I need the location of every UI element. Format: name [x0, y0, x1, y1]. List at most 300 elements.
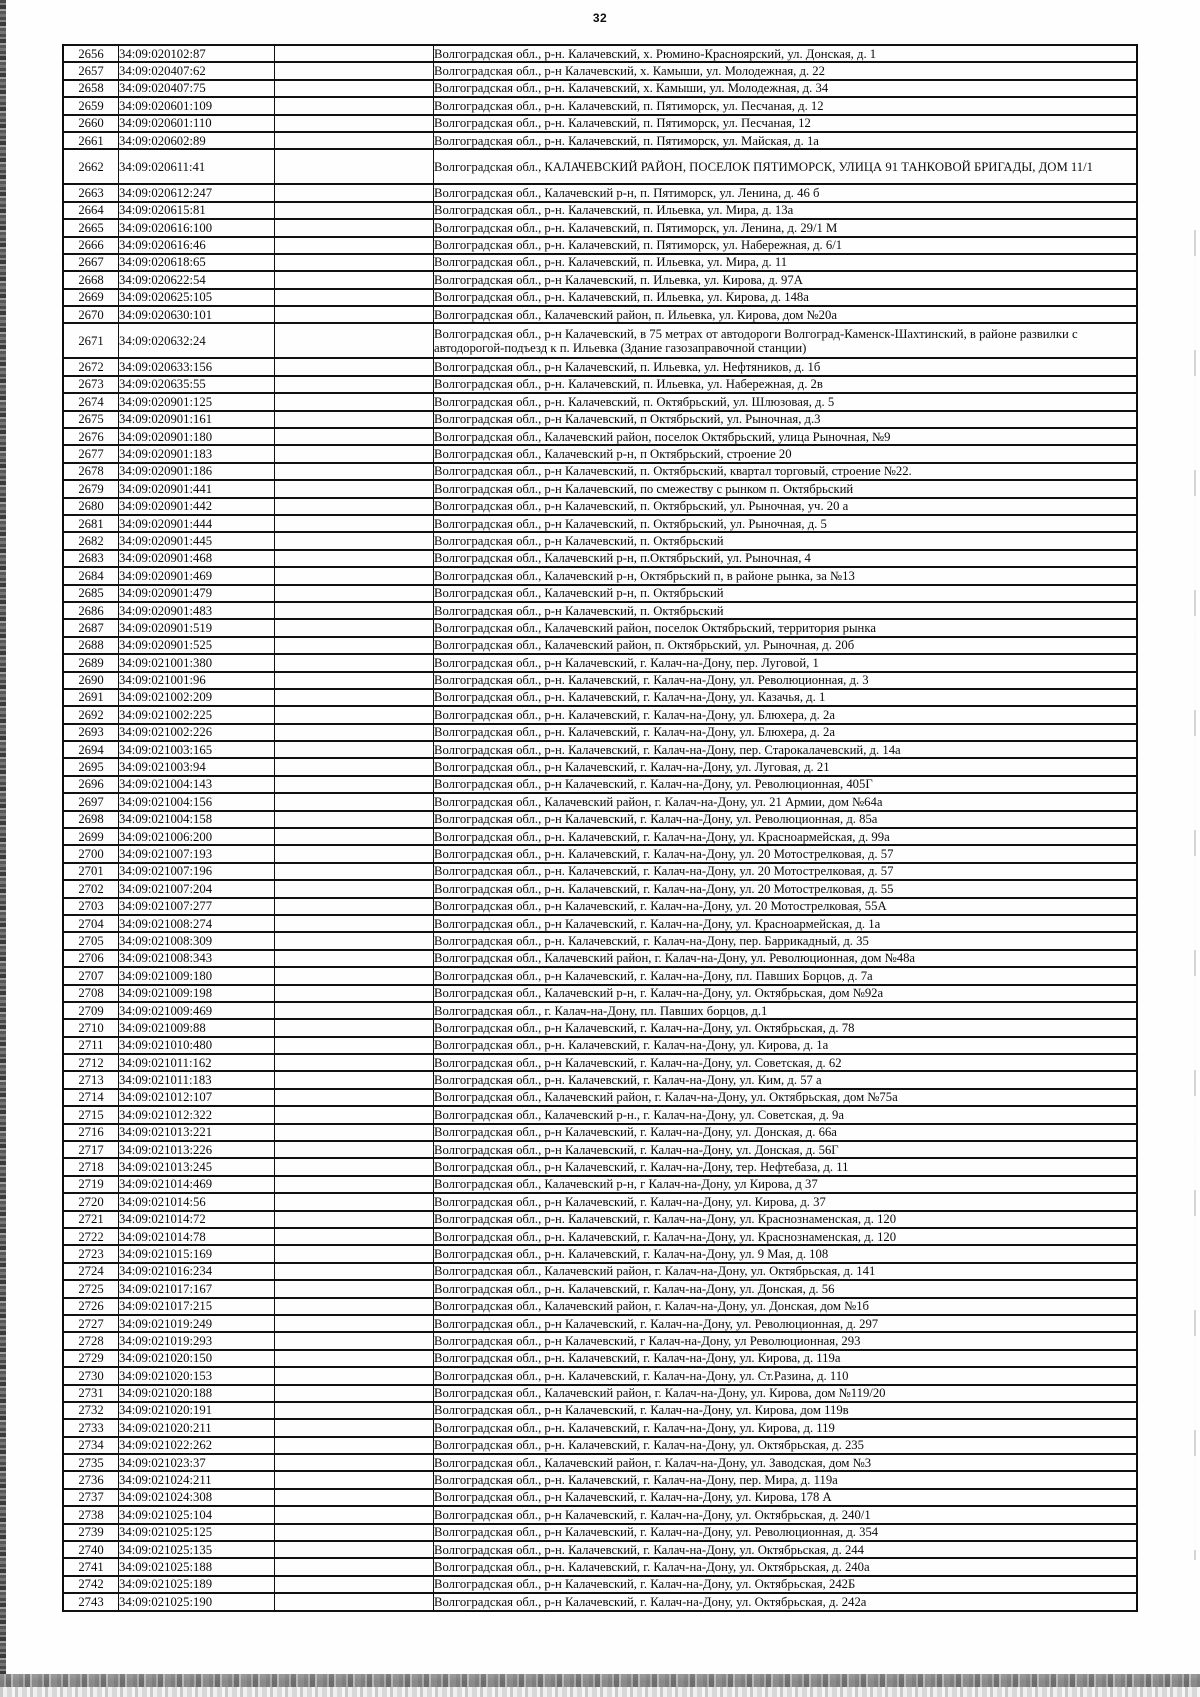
table-row — [63, 1228, 1137, 1245]
row-number-cell: 2742 — [63, 1576, 119, 1593]
row-number-cell: 2677 — [63, 445, 119, 462]
address-cell: Волгоградская обл., р-н Калачевский, г. Калач-на-Дону, ул. Революционная, д. 354 — [434, 1524, 1138, 1541]
address-cell: Волгоградская обл., р-н. Калачевский, г. Калач-на-Дону, ул. Донская, д. 56 — [434, 1280, 1138, 1297]
empty-cell — [275, 672, 434, 689]
empty-cell — [275, 515, 434, 532]
table-row — [63, 411, 1137, 428]
row-number-cell: 2713 — [63, 1071, 119, 1088]
row-number-cell: 2736 — [63, 1471, 119, 1488]
empty-cell — [275, 1298, 434, 1315]
table-row — [63, 1454, 1137, 1471]
cadastral-number-cell: 34:09:021024:211 — [119, 1471, 275, 1488]
cadastral-number-cell: 34:09:021008:343 — [119, 950, 275, 967]
address-cell: Волгоградская обл., р-н Калачевский, г. Калач-на-Дону, ул. Октябрьская, 242Б — [434, 1576, 1138, 1593]
empty-cell — [275, 254, 434, 271]
row-number-cell: 2672 — [63, 358, 119, 375]
table-row — [63, 950, 1137, 967]
address-cell: Волгоградская обл., р-н Калачевский, г. Калач-на-Дону, ул. Октябрьская, д. 78 — [434, 1019, 1138, 1036]
cadastral-number-cell: 34:09:021015:169 — [119, 1245, 275, 1262]
table-row — [63, 880, 1137, 897]
empty-cell — [275, 706, 434, 723]
table-row — [63, 1002, 1137, 1019]
empty-cell — [275, 637, 434, 654]
table-row — [63, 654, 1137, 671]
empty-cell — [275, 445, 434, 462]
table-row — [63, 149, 1137, 184]
cadastral-number-cell: 34:09:021019:249 — [119, 1315, 275, 1332]
address-cell: Волгоградская обл., р-н. Калачевский, п. Пятиморск, ул. Песчаная, д. 12 — [434, 97, 1138, 114]
table-row — [63, 1158, 1137, 1175]
table-row — [63, 1037, 1137, 1054]
row-number-cell: 2697 — [63, 793, 119, 810]
empty-cell — [275, 550, 434, 567]
cadastral-number-cell: 34:09:021003:94 — [119, 758, 275, 775]
address-cell: Волгоградская обл., р-н. Калачевский, г. Калач-на-Дону, ул. 20 Мотострелковая, д. 57 — [434, 863, 1138, 880]
row-number-cell: 2699 — [63, 828, 119, 845]
table-row — [63, 967, 1137, 984]
table-row — [63, 932, 1137, 949]
row-number-cell: 2705 — [63, 932, 119, 949]
empty-cell — [275, 411, 434, 428]
row-number-cell: 2683 — [63, 550, 119, 567]
empty-cell — [275, 950, 434, 967]
empty-cell — [275, 689, 434, 706]
cadastral-number-cell: 34:09:021022:262 — [119, 1437, 275, 1454]
row-number-cell: 2696 — [63, 776, 119, 793]
row-number-cell: 2709 — [63, 1002, 119, 1019]
empty-cell — [275, 985, 434, 1002]
cadastral-number-cell: 34:09:021004:143 — [119, 776, 275, 793]
row-number-cell: 2726 — [63, 1298, 119, 1315]
address-cell: Волгоградская обл., Калачевский район, г. Калач-на-Дону, ул. Революционная, дом №48а — [434, 950, 1138, 967]
cadastral-number-cell: 34:09:021007:277 — [119, 898, 275, 915]
row-number-cell: 2694 — [63, 741, 119, 758]
empty-cell — [275, 1158, 434, 1175]
empty-cell — [275, 306, 434, 323]
row-number-cell: 2732 — [63, 1402, 119, 1419]
address-cell: Волгоградская обл., р-н. Калачевский, г. Калач-на-Дону, ул. 20 Мотострелковая, д. 55 — [434, 880, 1138, 897]
cadastral-number-cell: 34:09:021014:56 — [119, 1193, 275, 1210]
address-cell: Волгоградская обл., р-н. Калачевский, п. Октябрьский, ул. Шлюзовая, д. 5 — [434, 393, 1138, 410]
address-cell: Волгоградская обл., р-н. Калачевский, п. Пятиморск, ул. Набережная, д. 6/1 — [434, 237, 1138, 254]
address-cell: Волгоградская обл., Калачевский район, г. Калач-на-Дону, ул. Кирова, дом №119/20 — [434, 1385, 1138, 1402]
row-number-cell: 2729 — [63, 1350, 119, 1367]
cadastral-number-cell: 34:09:020635:55 — [119, 376, 275, 393]
cadastral-number-cell: 34:09:020632:24 — [119, 323, 275, 358]
address-cell: Волгоградская обл., р-н. Калачевский, п. Пятиморск, ул. Ленина, д. 29/1 М — [434, 219, 1138, 236]
table-row — [63, 1489, 1137, 1506]
row-number-cell: 2660 — [63, 115, 119, 132]
address-cell: Волгоградская обл., р-н Калачевский, г. Калач-на-Дону, ул. Советская, д. 62 — [434, 1054, 1138, 1071]
row-number-cell: 2659 — [63, 97, 119, 114]
address-cell: Волгоградская обл., Калачевский р-н, п.Октябрьский, ул. Рыночная, 4 — [434, 550, 1138, 567]
table-row — [63, 550, 1137, 567]
cadastral-number-cell: 34:09:021011:162 — [119, 1054, 275, 1071]
address-cell: Волгоградская обл., р-н Калачевский, г. Калач-на-Дону, ул. Революционная, 405Г — [434, 776, 1138, 793]
empty-cell — [275, 1280, 434, 1297]
table-row — [63, 1332, 1137, 1349]
row-number-cell: 2738 — [63, 1506, 119, 1523]
empty-cell — [275, 1089, 434, 1106]
cadastral-number-cell: 34:09:021025:135 — [119, 1541, 275, 1558]
address-cell: Волгоградская обл., Калачевский район, поселок Октябрьский, улица Рыночная, №9 — [434, 428, 1138, 445]
empty-cell — [275, 1245, 434, 1262]
empty-cell — [275, 932, 434, 949]
row-number-cell: 2691 — [63, 689, 119, 706]
cadastral-number-cell: 34:09:021007:204 — [119, 880, 275, 897]
address-cell: Волгоградская обл., р-н Калачевский, п. Октябрьский, ул. Рыночная, д. 5 — [434, 515, 1138, 532]
page-number: 32 — [592, 11, 608, 25]
row-number-cell: 2692 — [63, 706, 119, 723]
table-row — [63, 184, 1137, 201]
address-cell: Волгоградская обл., Калачевский р-н, г Калач-на-Дону, ул Кирова, д 37 — [434, 1176, 1138, 1193]
row-number-cell: 2682 — [63, 532, 119, 549]
cadastral-number-cell: 34:09:020612:247 — [119, 184, 275, 201]
row-number-cell: 2678 — [63, 463, 119, 480]
row-number-cell: 2719 — [63, 1176, 119, 1193]
address-cell: Волгоградская обл., р-н. Калачевский, г. Калач-на-Дону, ул. Революционная, д. 3 — [434, 672, 1138, 689]
empty-cell — [275, 376, 434, 393]
table-row — [63, 480, 1137, 497]
cadastral-number-cell: 34:09:020901:468 — [119, 550, 275, 567]
row-number-cell: 2727 — [63, 1315, 119, 1332]
row-number-cell: 2702 — [63, 880, 119, 897]
empty-cell — [275, 967, 434, 984]
address-cell: Волгоградская обл., Калачевский р-н, п Октябрьский, строение 20 — [434, 445, 1138, 462]
address-cell: Волгоградская обл., Калачевский р-н, г. Калач-на-Дону, ул. Октябрьская, дом №92а — [434, 985, 1138, 1002]
row-number-cell: 2741 — [63, 1558, 119, 1575]
row-number-cell: 2665 — [63, 219, 119, 236]
address-cell: Волгоградская обл., р-н. Калачевский, г. Калач-на-Дону, ул. Октябрьская, д. 244 — [434, 1541, 1138, 1558]
cadastral-number-cell: 34:09:020630:101 — [119, 306, 275, 323]
cadastral-number-cell: 34:09:021009:88 — [119, 1019, 275, 1036]
address-cell: Волгоградская обл., Калачевский район, поселок Октябрьский, территория рынка — [434, 619, 1138, 636]
table-row — [63, 1071, 1137, 1088]
table-row — [63, 758, 1137, 775]
row-number-cell: 2712 — [63, 1054, 119, 1071]
table-row — [63, 323, 1137, 358]
row-number-cell: 2661 — [63, 132, 119, 149]
table-row — [63, 428, 1137, 445]
address-cell: Волгоградская обл., Калачевский район, п. Октябрьский, ул. Рыночная, д. 20б — [434, 637, 1138, 654]
row-number-cell: 2721 — [63, 1211, 119, 1228]
cadastral-number-cell: 34:09:020611:41 — [119, 149, 275, 184]
row-number-cell: 2674 — [63, 393, 119, 410]
empty-cell — [275, 1367, 434, 1384]
table-row — [63, 1211, 1137, 1228]
empty-cell — [275, 567, 434, 584]
row-number-cell: 2680 — [63, 498, 119, 515]
cadastral-number-cell: 34:09:020616:46 — [119, 237, 275, 254]
cadastral-number-cell: 34:09:021008:274 — [119, 915, 275, 932]
table-row — [63, 1576, 1137, 1593]
address-cell: Волгоградская обл., р-н Калачевский, п. Ильевка, ул. Нефтяников, д. 1б — [434, 358, 1138, 375]
empty-cell — [275, 1419, 434, 1436]
address-cell: Волгоградская обл., р-н. Калачевский, х. Рюмино-Красноярский, ул. Донская, д. 1 — [434, 45, 1138, 62]
address-cell: Волгоградская обл., р-н Калачевский, г. Калач-на-Дону, ул. Кирова, дом 119в — [434, 1402, 1138, 1419]
table-row — [63, 1558, 1137, 1575]
table-row — [63, 80, 1137, 97]
address-cell: Волгоградская обл., р-н. Калачевский, п. Пятиморск, ул. Песчаная, 12 — [434, 115, 1138, 132]
table-row — [63, 1524, 1137, 1541]
table-row — [63, 898, 1137, 915]
address-cell: Волгоградская обл., Калачевский р-н, Октябрьский п, в районе рынка, за №13 — [434, 567, 1138, 584]
cadastral-number-cell: 34:09:021003:165 — [119, 741, 275, 758]
empty-cell — [275, 1350, 434, 1367]
cadastral-number-cell: 34:09:021025:190 — [119, 1593, 275, 1610]
table-row — [63, 1263, 1137, 1280]
table-row — [63, 498, 1137, 515]
empty-cell — [275, 845, 434, 862]
empty-cell — [275, 358, 434, 375]
address-cell: Волгоградская обл., р-н. Калачевский, п. Пятиморск, ул. Майская, д. 1а — [434, 132, 1138, 149]
empty-cell — [275, 149, 434, 184]
address-cell: Волгоградская обл., р-н Калачевский, п. Октябрьский, ул. Рыночная, уч. 20 а — [434, 498, 1138, 515]
table-row — [63, 237, 1137, 254]
cadastral-number-cell: 34:09:020625:105 — [119, 289, 275, 306]
table-row — [63, 132, 1137, 149]
row-number-cell: 2730 — [63, 1367, 119, 1384]
table-row — [63, 741, 1137, 758]
cadastral-number-cell: 34:09:021024:308 — [119, 1489, 275, 1506]
cadastral-number-cell: 34:09:020901:469 — [119, 567, 275, 584]
table-row — [63, 724, 1137, 741]
empty-cell — [275, 1454, 434, 1471]
table-row — [63, 1506, 1137, 1523]
cadastral-number-cell: 34:09:021016:234 — [119, 1263, 275, 1280]
cadastral-number-cell: 34:09:021014:469 — [119, 1176, 275, 1193]
row-number-cell: 2728 — [63, 1332, 119, 1349]
cadastral-number-cell: 34:09:021009:180 — [119, 967, 275, 984]
address-cell: Волгоградская обл., р-н Калачевский, г Калач-на-Дону, ул Революционная, 293 — [434, 1332, 1138, 1349]
cadastral-number-cell: 34:09:020901:519 — [119, 619, 275, 636]
empty-cell — [275, 915, 434, 932]
empty-cell — [275, 532, 434, 549]
address-cell: Волгоградская обл., Калачевский р-н, п. Октябрьский — [434, 585, 1138, 602]
empty-cell — [275, 1002, 434, 1019]
row-number-cell: 2675 — [63, 411, 119, 428]
address-cell: Волгоградская обл., КАЛАЧЕВСКИЙ РАЙОН, ПОСЕЛОК ПЯТИМОРСК, УЛИЦА 91 ТАНКОВОЙ БРИГАДЫ, ДОМ 11/1 — [434, 149, 1138, 184]
address-cell: Волгоградская обл., р-н Калачевский, г. Калач-на-Дону, ул. Кирова, д. 37 — [434, 1193, 1138, 1210]
row-number-cell: 2722 — [63, 1228, 119, 1245]
table-body — [63, 45, 1137, 1611]
row-number-cell: 2700 — [63, 845, 119, 862]
cadastral-number-cell: 34:09:020901:525 — [119, 637, 275, 654]
table-row — [63, 776, 1137, 793]
empty-cell — [275, 1332, 434, 1349]
address-cell: Волгоградская обл., р-н Калачевский, х. Камыши, ул. Молодежная, д. 22 — [434, 62, 1138, 79]
table-row — [63, 1019, 1137, 1036]
row-number-cell: 2714 — [63, 1089, 119, 1106]
table-row — [63, 602, 1137, 619]
empty-cell — [275, 1402, 434, 1419]
address-cell: Волгоградская обл., р-н Калачевский, г. Калач-на-Дону, ул. Октябрьская, д. 240/1 — [434, 1506, 1138, 1523]
cadastral-number-cell: 34:09:021020:150 — [119, 1350, 275, 1367]
empty-cell — [275, 724, 434, 741]
row-number-cell: 2707 — [63, 967, 119, 984]
row-number-cell: 2737 — [63, 1489, 119, 1506]
cadastral-number-cell: 34:09:020616:100 — [119, 219, 275, 236]
cadastral-number-cell: 34:09:020407:75 — [119, 80, 275, 97]
address-cell: Волгоградская обл., р-н Калачевский, г. Калач-на-Дону, ул. Кирова, 178 А — [434, 1489, 1138, 1506]
row-number-cell: 2684 — [63, 567, 119, 584]
empty-cell — [275, 1315, 434, 1332]
empty-cell — [275, 758, 434, 775]
table-row — [63, 1471, 1137, 1488]
table-row — [63, 811, 1137, 828]
cadastral-number-cell: 34:09:020901:180 — [119, 428, 275, 445]
table-row — [63, 306, 1137, 323]
row-number-cell: 2658 — [63, 80, 119, 97]
cadastral-number-cell: 34:09:021009:469 — [119, 1002, 275, 1019]
cadastral-number-cell: 34:09:020601:110 — [119, 115, 275, 132]
empty-cell — [275, 619, 434, 636]
address-cell: Волгоградская обл., р-н Калачевский, г. Калач-на-Дону, ул. 20 Мотострелковая, 55А — [434, 898, 1138, 915]
row-number-cell: 2656 — [63, 45, 119, 62]
row-number-cell: 2735 — [63, 1454, 119, 1471]
empty-cell — [275, 776, 434, 793]
cadastral-number-cell: 34:09:021004:156 — [119, 793, 275, 810]
row-number-cell: 2673 — [63, 376, 119, 393]
cadastral-number-cell: 34:09:020901:183 — [119, 445, 275, 462]
table-row — [63, 706, 1137, 723]
empty-cell — [275, 1106, 434, 1123]
address-cell: Волгоградская обл., Калачевский район, г. Калач-на-Дону, ул. 21 Армии, дом №64а — [434, 793, 1138, 810]
table-row — [63, 1106, 1137, 1123]
row-number-cell: 2703 — [63, 898, 119, 915]
empty-cell — [275, 428, 434, 445]
address-cell: Волгоградская обл., г. Калач-на-Дону, пл. Павших борцов, д.1 — [434, 1002, 1138, 1019]
scan-bottom-noise — [0, 1674, 1200, 1687]
empty-cell — [275, 184, 434, 201]
table-row — [63, 271, 1137, 288]
address-cell: Волгоградская обл., р-н. Калачевский, г. Калач-на-Дону, пер. Мира, д. 119а — [434, 1471, 1138, 1488]
cadastral-number-cell: 34:09:021001:380 — [119, 654, 275, 671]
address-cell: Волгоградская обл., р-н. Калачевский, п. Ильевка, ул. Кирова, д. 148а — [434, 289, 1138, 306]
empty-cell — [275, 1489, 434, 1506]
cadastral-number-cell: 34:09:020622:54 — [119, 271, 275, 288]
table-row — [63, 1419, 1137, 1436]
empty-cell — [275, 1506, 434, 1523]
table-row — [63, 62, 1137, 79]
table-row — [63, 1593, 1137, 1610]
cadastral-number-cell: 34:09:021013:221 — [119, 1124, 275, 1141]
address-cell: Волгоградская обл., р-н Калачевский, п. Октябрьский, квартал торговый, строение №22. — [434, 463, 1138, 480]
address-cell: Волгоградская обл., р-н. Калачевский, п. Ильевка, ул. Набережная, д. 2в — [434, 376, 1138, 393]
cadastral-number-cell: 34:09:021020:191 — [119, 1402, 275, 1419]
row-number-cell: 2718 — [63, 1158, 119, 1175]
row-number-cell: 2725 — [63, 1280, 119, 1297]
empty-cell — [275, 793, 434, 810]
address-cell: Волгоградская обл., р-н. Калачевский, г. Калач-на-Дону, ул. Кирова, д. 1а — [434, 1037, 1138, 1054]
row-number-cell: 2666 — [63, 237, 119, 254]
cadastral-number-cell: 34:09:021001:96 — [119, 672, 275, 689]
table-row — [63, 463, 1137, 480]
address-cell: Волгоградская обл., р-н. Калачевский, г. Калач-на-Дону, ул. Кирова, д. 119 — [434, 1419, 1138, 1436]
row-number-cell: 2671 — [63, 323, 119, 358]
address-cell: Волгоградская обл., р-н Калачевский, п. Октябрьский — [434, 602, 1138, 619]
empty-cell — [275, 289, 434, 306]
table-row — [63, 219, 1137, 236]
address-cell: Волгоградская обл., Калачевский район, п. Ильевка, ул. Кирова, дом №20а — [434, 306, 1138, 323]
cadastral-number-cell: 34:09:021010:480 — [119, 1037, 275, 1054]
empty-cell — [275, 1263, 434, 1280]
table-row — [63, 845, 1137, 862]
empty-cell — [275, 1471, 434, 1488]
table-row — [63, 1089, 1137, 1106]
empty-cell — [275, 1071, 434, 1088]
address-cell: Волгоградская обл., р-н Калачевский, г. Калач-на-Дону, ул. Донская, д. 66а — [434, 1124, 1138, 1141]
address-cell: Волгоградская обл., р-н Калачевский, п. Ильевка, ул. Кирова, д. 97А — [434, 271, 1138, 288]
address-cell: Волгоградская обл., р-н. Калачевский, г. Калач-на-Дону, пер. Старокалачевский, д. 14а — [434, 741, 1138, 758]
table-row — [63, 1280, 1137, 1297]
empty-cell — [275, 115, 434, 132]
table-row — [63, 115, 1137, 132]
cadastral-number-cell: 34:09:021012:107 — [119, 1089, 275, 1106]
empty-cell — [275, 132, 434, 149]
table-row — [63, 585, 1137, 602]
address-cell: Волгоградская обл., Калачевский р-н, п. Пятиморск, ул. Ленина, д. 46 б — [434, 184, 1138, 201]
row-number-cell: 2668 — [63, 271, 119, 288]
cadastral-number-cell: 34:09:020901:441 — [119, 480, 275, 497]
row-number-cell: 2698 — [63, 811, 119, 828]
row-number-cell: 2688 — [63, 637, 119, 654]
row-number-cell: 2739 — [63, 1524, 119, 1541]
cadastral-number-cell: 34:09:020633:156 — [119, 358, 275, 375]
empty-cell — [275, 480, 434, 497]
address-cell: Волгоградская обл., р-н Калачевский, по смежеству с рынком п. Октябрьский — [434, 480, 1138, 497]
cadastral-number-cell: 34:09:021014:72 — [119, 1211, 275, 1228]
table-row — [63, 1176, 1137, 1193]
row-number-cell: 2743 — [63, 1593, 119, 1610]
row-number-cell: 2690 — [63, 672, 119, 689]
empty-cell — [275, 237, 434, 254]
address-cell: Волгоградская обл., р-н. Калачевский, г. Калач-на-Дону, ул. Ст.Разина, д. 110 — [434, 1367, 1138, 1384]
empty-cell — [275, 828, 434, 845]
scan-left-edge-noise — [0, 0, 6, 1681]
cadastral-number-cell: 34:09:021006:200 — [119, 828, 275, 845]
table-row — [63, 637, 1137, 654]
cadastral-number-cell: 34:09:021013:245 — [119, 1158, 275, 1175]
address-cell: Волгоградская обл., р-н Калачевский, г. Калач-на-Дону, ул. Революционная, д. 297 — [434, 1315, 1138, 1332]
address-cell: Волгоградская обл., Калачевский район, г. Калач-на-Дону, ул. Донская, дом №1б — [434, 1298, 1138, 1315]
empty-cell — [275, 62, 434, 79]
empty-cell — [275, 1228, 434, 1245]
row-number-cell: 2720 — [63, 1193, 119, 1210]
row-number-cell: 2715 — [63, 1106, 119, 1123]
address-cell: Волгоградская обл., р-н Калачевский, г. Калач-на-Дону, ул. Октябрьская, д. 242а — [434, 1593, 1138, 1610]
cadastral-number-cell: 34:09:020615:81 — [119, 202, 275, 219]
address-cell: Волгоградская обл., р-н Калачевский, г. Калач-на-Дону, пер. Луговой, 1 — [434, 654, 1138, 671]
table-row — [63, 689, 1137, 706]
row-number-cell: 2717 — [63, 1141, 119, 1158]
cadastral-number-cell: 34:09:021017:215 — [119, 1298, 275, 1315]
empty-cell — [275, 654, 434, 671]
address-cell: Волгоградская обл., р-н Калачевский, п Октябрьский, ул. Рыночная, д.3 — [434, 411, 1138, 428]
row-number-cell: 2664 — [63, 202, 119, 219]
empty-cell — [275, 602, 434, 619]
row-number-cell: 2704 — [63, 915, 119, 932]
address-cell: Волгоградская обл., р-н Калачевский, г. Калач-на-Дону, ул. Донская, д. 56Г — [434, 1141, 1138, 1158]
empty-cell — [275, 811, 434, 828]
row-number-cell: 2667 — [63, 254, 119, 271]
empty-cell — [275, 1558, 434, 1575]
empty-cell — [275, 1124, 434, 1141]
address-cell: Волгоградская обл., р-н. Калачевский, г. Калач-на-Дону, ул. Краснознаменская, д. 120 — [434, 1228, 1138, 1245]
table-row — [63, 863, 1137, 880]
cadastral-number-cell: 34:09:020901:125 — [119, 393, 275, 410]
row-number-cell: 2724 — [63, 1263, 119, 1280]
